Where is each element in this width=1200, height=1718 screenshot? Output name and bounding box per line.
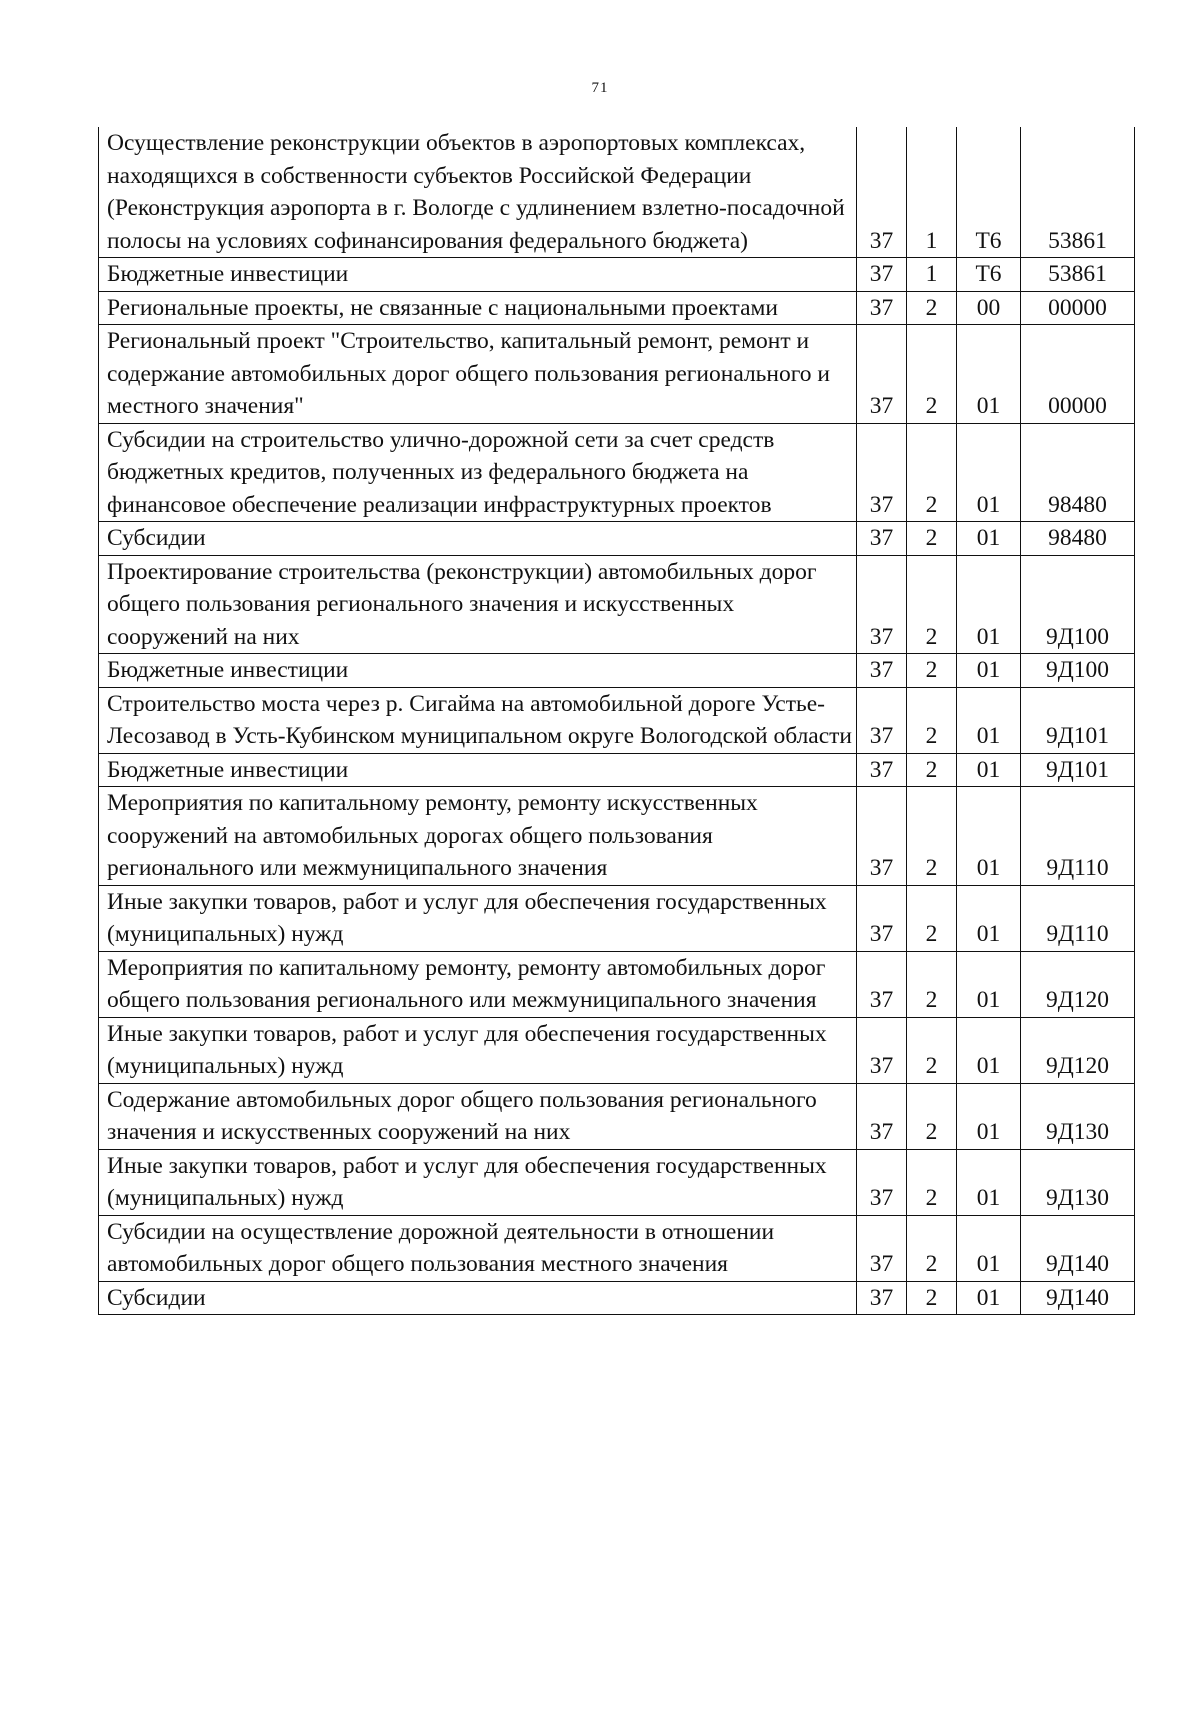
budget-table-body [99,127,1135,1315]
row-name: Содержание автомобильных дорог общего пользования регионального значения и искусственных сооружений на них [99,1083,857,1149]
code-program: 37 [857,423,907,522]
code-direction: 9Д140 [1021,1215,1135,1281]
code-program: 37 [857,885,907,951]
table-row [99,951,1135,1017]
code-program: 37 [857,522,907,556]
table-row [99,325,1135,424]
code-program: 37 [857,555,907,654]
code-program: 37 [857,127,907,258]
code-subprogram: 2 [907,951,957,1017]
row-name: Иные закупки товаров, работ и услуг для обеспечения государственных (муниципальных) нужд [99,1149,857,1215]
code-direction: 98480 [1021,423,1135,522]
code-subprogram: 2 [907,1017,957,1083]
table-row [99,522,1135,556]
code-project: 00 [957,291,1021,325]
table-row [99,127,1135,258]
code-project: 01 [957,787,1021,886]
code-program: 37 [857,1215,907,1281]
code-direction: 00000 [1021,325,1135,424]
code-direction: 9Д130 [1021,1083,1135,1149]
row-name: Осуществление реконструкции объектов в аэропортовых комплексах, находящихся в собственности субъектов Российской Федерации (Реконструкция аэропорта в г. Вологде с удлинением взлетно-посадочной полосы на условиях софинансирования федерального бюджета) [99,127,857,258]
code-project: 01 [957,687,1021,753]
code-program: 37 [857,951,907,1017]
code-subprogram: 2 [907,291,957,325]
code-subprogram: 2 [907,1215,957,1281]
code-subprogram: 1 [907,258,957,292]
row-name: Субсидии на осуществление дорожной деятельности в отношении автомобильных дорог общего пользования местного значения [99,1215,857,1281]
table-row [99,885,1135,951]
page-number: 71 [591,80,609,96]
code-direction: 9Д130 [1021,1149,1135,1215]
code-program: 37 [857,1281,907,1315]
table-row [99,753,1135,787]
row-name: Субсидии [99,1281,857,1315]
code-project: 01 [957,1083,1021,1149]
code-direction: 9Д110 [1021,787,1135,886]
code-subprogram: 2 [907,555,957,654]
code-program: 37 [857,1017,907,1083]
code-project: 01 [957,885,1021,951]
code-direction: 9Д101 [1021,687,1135,753]
code-direction: 9Д140 [1021,1281,1135,1315]
table-row [99,423,1135,522]
table-row [99,1281,1135,1315]
code-program: 37 [857,325,907,424]
code-subprogram: 2 [907,423,957,522]
code-project: 01 [957,1017,1021,1083]
code-subprogram: 2 [907,687,957,753]
code-subprogram: 2 [907,522,957,556]
table-row [99,291,1135,325]
code-program: 37 [857,258,907,292]
code-project: 01 [957,1149,1021,1215]
code-subprogram: 2 [907,654,957,688]
code-subprogram: 2 [907,787,957,886]
table-row [99,1215,1135,1281]
code-subprogram: 2 [907,1149,957,1215]
code-project: 01 [957,753,1021,787]
row-name: Субсидии на строительство улично-дорожной сети за счет средств бюджетных кредитов, полученных из федерального бюджета на финансовое обеспечение реализации инфраструктурных проектов [99,423,857,522]
code-project: Т6 [957,127,1021,258]
code-direction: 53861 [1021,127,1135,258]
row-name: Иные закупки товаров, работ и услуг для обеспечения государственных (муниципальных) нужд [99,1017,857,1083]
code-project: 01 [957,1281,1021,1315]
table-row [99,1149,1135,1215]
code-direction: 00000 [1021,291,1135,325]
row-name: Мероприятия по капитальному ремонту, ремонту автомобильных дорог общего пользования регионального или межмуниципального значения [99,951,857,1017]
row-name: Субсидии [99,522,857,556]
code-program: 37 [857,787,907,886]
code-direction: 9Д100 [1021,654,1135,688]
code-direction: 9Д120 [1021,951,1135,1017]
table-row [99,654,1135,688]
code-program: 37 [857,1083,907,1149]
code-program: 37 [857,654,907,688]
table-row [99,1017,1135,1083]
budget-table [98,127,1135,1315]
code-program: 37 [857,753,907,787]
code-project: 01 [957,951,1021,1017]
table-row [99,687,1135,753]
code-subprogram: 2 [907,753,957,787]
code-direction: 9Д100 [1021,555,1135,654]
table-row [99,258,1135,292]
code-direction: 9Д110 [1021,885,1135,951]
code-direction: 9Д101 [1021,753,1135,787]
code-direction: 98480 [1021,522,1135,556]
code-subprogram: 2 [907,325,957,424]
code-program: 37 [857,291,907,325]
code-subprogram: 1 [907,127,957,258]
code-direction: 53861 [1021,258,1135,292]
code-direction: 9Д120 [1021,1017,1135,1083]
row-name: Бюджетные инвестиции [99,753,857,787]
code-project: 01 [957,555,1021,654]
row-name: Бюджетные инвестиции [99,654,857,688]
code-project: Т6 [957,258,1021,292]
code-subprogram: 2 [907,885,957,951]
row-name: Мероприятия по капитальному ремонту, ремонту искусственных сооружений на автомобильных дорогах общего пользования регионального или межмуниципального значения [99,787,857,886]
row-name: Иные закупки товаров, работ и услуг для обеспечения государственных (муниципальных) нужд [99,885,857,951]
table-row [99,1083,1135,1149]
table-row [99,555,1135,654]
code-subprogram: 2 [907,1083,957,1149]
code-project: 01 [957,1215,1021,1281]
row-name: Региональный проект "Строительство, капитальный ремонт, ремонт и содержание автомобильных дорог общего пользования регионального и местного значения" [99,325,857,424]
code-program: 37 [857,687,907,753]
code-project: 01 [957,423,1021,522]
code-project: 01 [957,325,1021,424]
row-name: Бюджетные инвестиции [99,258,857,292]
code-project: 01 [957,654,1021,688]
table-row [99,787,1135,886]
row-name: Строительство моста через р. Сигайма на автомобильной дороге Устье-Лесозавод в Усть-Кубинском муниципальном округе Вологодской области [99,687,857,753]
code-project: 01 [957,522,1021,556]
row-name: Региональные проекты, не связанные с национальными проектами [99,291,857,325]
row-name: Проектирование строительства (реконструкции) автомобильных дорог общего пользования регионального значения и искусственных сооружений на них [99,555,857,654]
code-program: 37 [857,1149,907,1215]
code-subprogram: 2 [907,1281,957,1315]
